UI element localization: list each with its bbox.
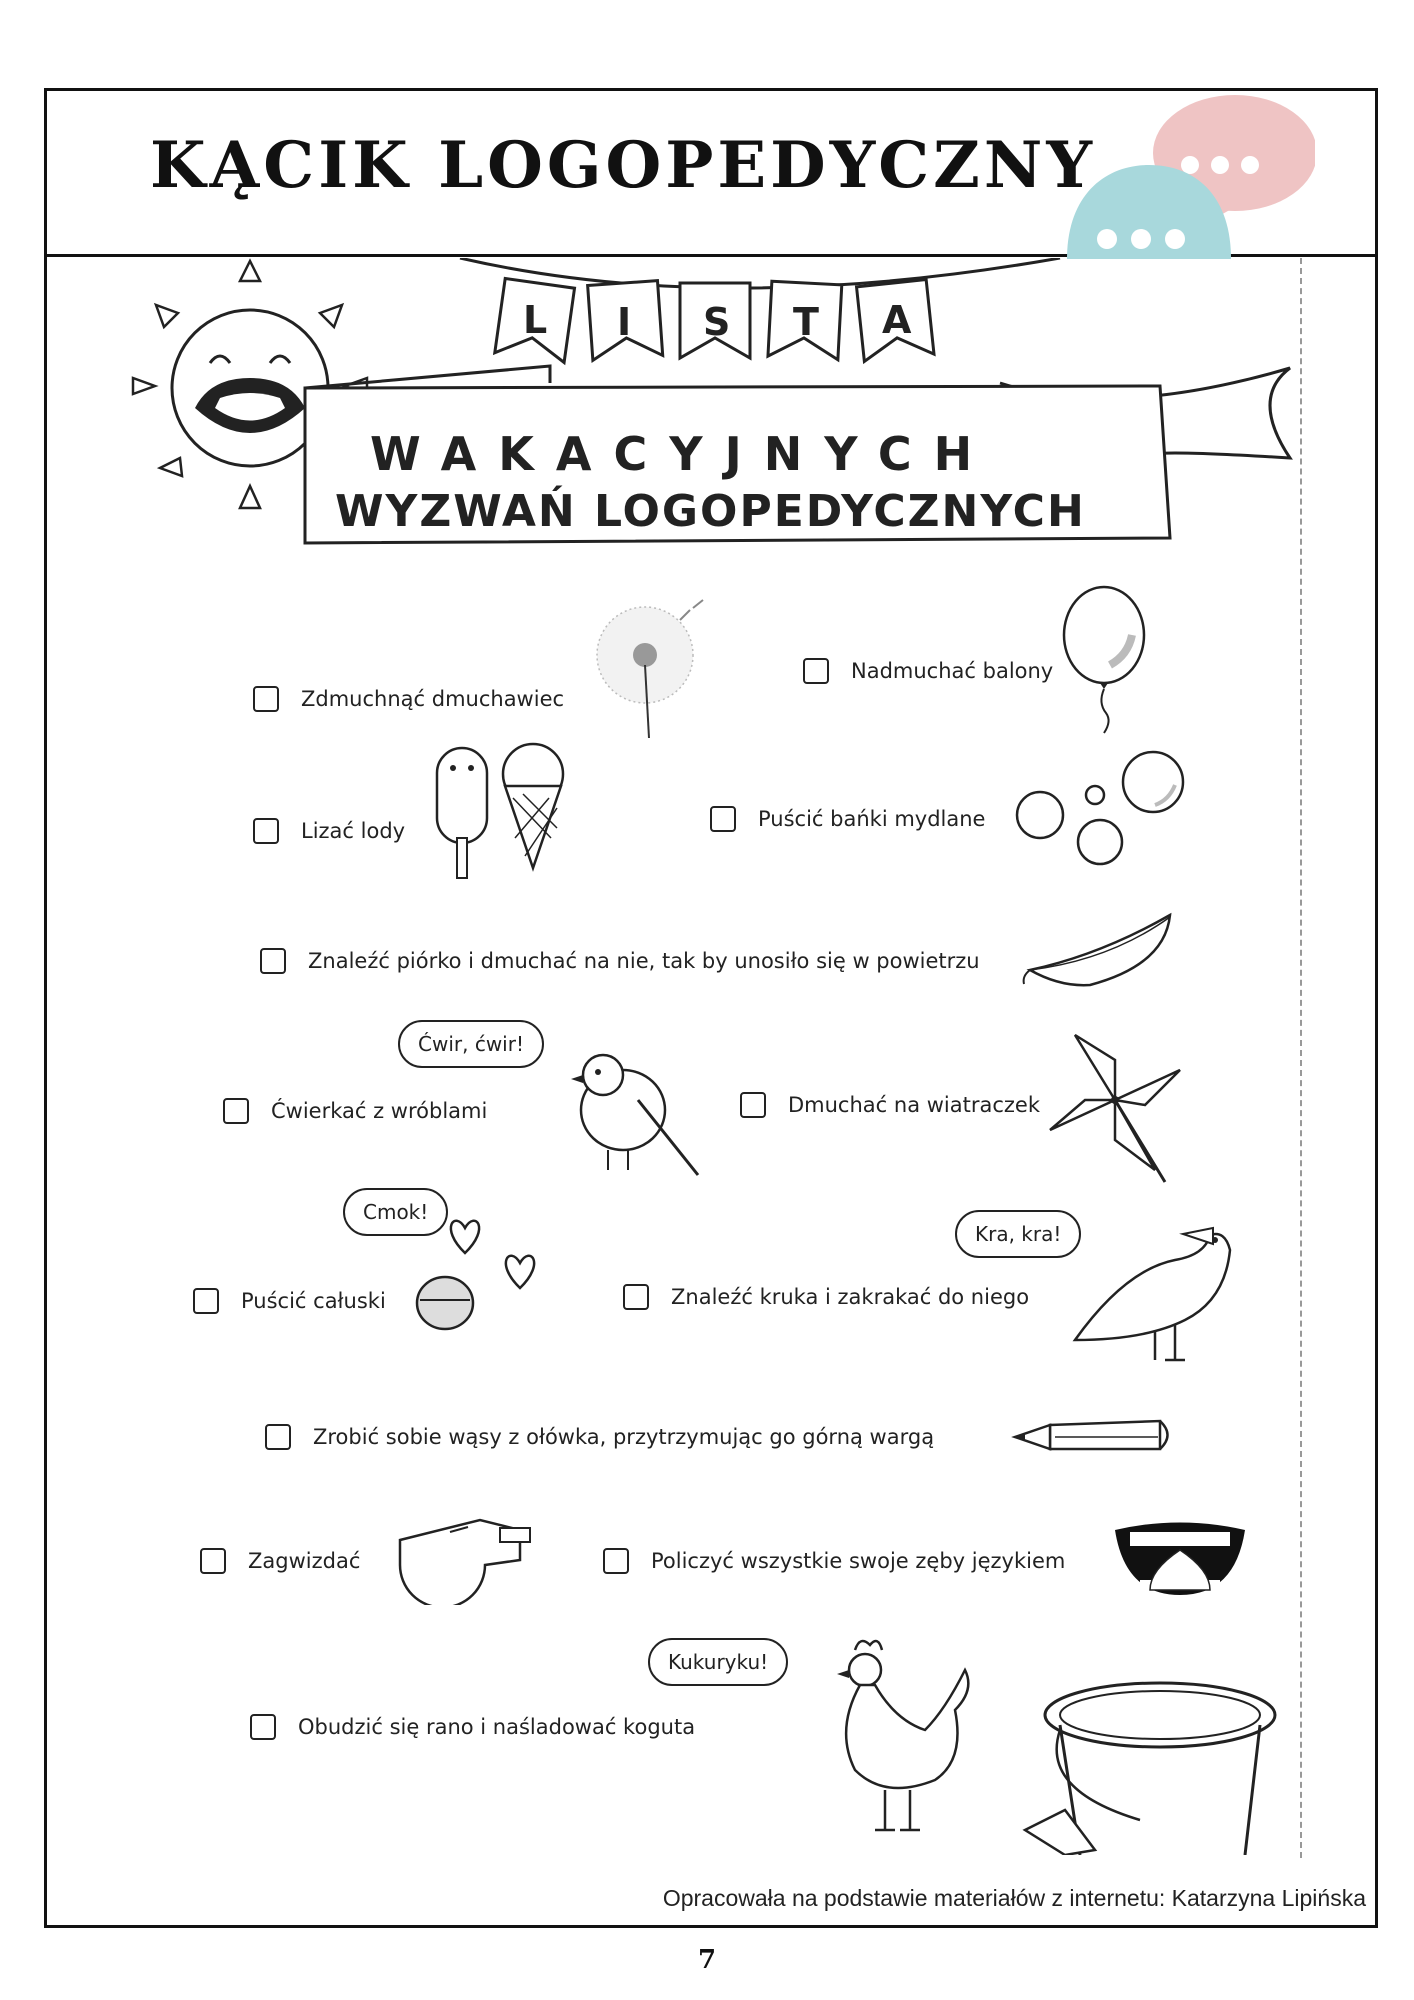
checklist-item[interactable] [250,1714,695,1740]
dandelion-icon [585,590,725,740]
item-label: Puścić bańki mydlane [758,807,986,831]
checkbox[interactable] [250,1714,276,1740]
item-label: Obudzić się rano i naśladować koguta [298,1715,696,1739]
checklist-item[interactable] [193,1288,386,1314]
item-label: Puścić całuski [241,1289,386,1313]
checklist-item[interactable] [260,948,980,974]
banner-letter-3: S [703,300,731,344]
item-label: Zagwizdać [248,1549,361,1573]
teeth-icon [1110,1520,1250,1600]
subtitle-line-2: WYZWAŃ LOGOPEDYCZNYCH [335,486,1086,537]
page-title: KĄCIK LOGOPEDYCZNY [150,128,1097,203]
bubbles-icon [1015,750,1195,870]
checklist-item[interactable] [253,686,564,712]
item-label: Lizać lody [301,819,406,843]
item-label: Dmuchać na wiatraczek [788,1093,1040,1117]
checklist-item[interactable] [603,1548,1065,1574]
checkbox[interactable] [623,1284,649,1310]
checkbox[interactable] [253,686,279,712]
bucket-icon [1020,1680,1290,1855]
item-label: Ćwierkać z wróblami [271,1099,488,1123]
banner-letter-5: A [882,298,912,342]
rooster-icon [815,1630,990,1840]
item-label: Zdmuchnąć dmuchawiec [301,687,565,711]
checkbox[interactable] [193,1288,219,1314]
item-label: Znaleźć piórko i dmuchać na nie, tak by unosiło się w powietrzu [308,949,980,973]
checklist-item[interactable] [740,1092,1040,1118]
checklist-item[interactable] [803,658,1053,684]
subtitle-line-1: WAKACYJNYCH [370,427,995,481]
credit-text: Opracowała na podstawie materiałów z internetu: Katarzyna Lipińska [662,1885,1366,1911]
sparrow-icon [568,1040,703,1180]
balloon-icon [1060,585,1150,735]
pinwheel-icon [1045,1030,1185,1185]
checkbox[interactable] [253,818,279,844]
ice-cream-icon [425,738,585,888]
checkbox[interactable] [260,948,286,974]
banner-letter-1: L [523,298,548,342]
speech-bubble-kiss: Cmok! [343,1188,448,1236]
checklist-item[interactable] [223,1098,487,1124]
checklist-item[interactable] [623,1284,1029,1310]
checkbox[interactable] [803,658,829,684]
checkbox[interactable] [603,1548,629,1574]
lips-icon [410,1208,545,1338]
checkbox[interactable] [265,1424,291,1450]
speech-bubbles-decoration [1065,95,1315,259]
speech-bubble-sparrow: Ćwir, ćwir! [398,1020,544,1068]
page-number: 7 [697,1945,717,1975]
cut-line [1300,258,1302,1858]
speech-bubble-rooster: Kukuryku! [648,1638,788,1686]
item-label: Policzyć wszystkie swoje zęby językiem [651,1549,1066,1573]
checklist-item[interactable] [265,1424,934,1450]
banner-letter-2: I [617,300,632,344]
crow-icon [1065,1210,1235,1370]
checkbox[interactable] [740,1092,766,1118]
banner-letter-4: T [793,300,819,344]
item-label: Nadmuchać balony [851,659,1054,683]
title-banner [130,258,1300,558]
checkbox[interactable] [710,806,736,832]
pencil-icon [1010,1415,1180,1460]
checklist-item[interactable] [710,806,985,832]
item-label: Znaleźć kruka i zakrakać do niego [671,1285,1030,1309]
item-label: Zrobić sobie wąsy z ołówka, przytrzymując go górną wargą [313,1425,935,1449]
whistle-icon [390,1510,540,1605]
checklist-item[interactable] [200,1548,360,1574]
checklist-item[interactable] [253,818,405,844]
banner-flags [495,278,934,362]
feather-icon [1020,905,1190,995]
speech-bubble-crow: Kra, kra! [955,1210,1081,1258]
checkbox[interactable] [200,1548,226,1574]
checkbox[interactable] [223,1098,249,1124]
